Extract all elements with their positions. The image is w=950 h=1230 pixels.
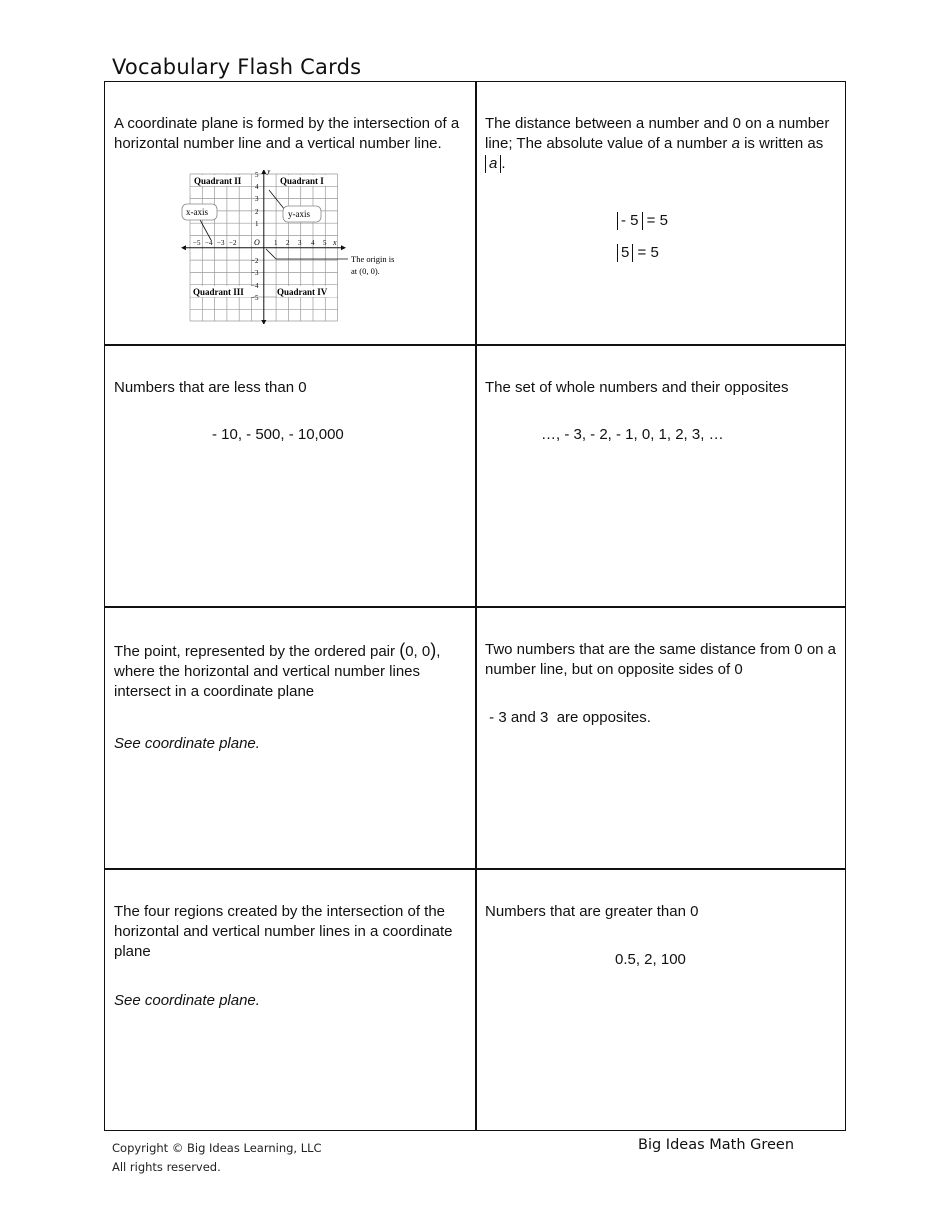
card-origin	[105, 608, 475, 868]
y-tick-label: 5	[255, 171, 259, 179]
y-tick-label: −2	[251, 257, 259, 265]
rights-line: All rights reserved.	[112, 1160, 221, 1174]
card-positive-numbers	[477, 870, 845, 1130]
quadrant-ii-label: Quadrant II	[194, 176, 242, 186]
x-tick-label: −5	[193, 239, 201, 247]
card-absolute-value	[477, 82, 845, 344]
card-definition: Numbers that are greater than 0	[485, 903, 699, 920]
card-definition: A coordinate plane is formed by the intersection of a horizontal number line and a vertical number line.	[114, 115, 460, 152]
card-quadrants	[105, 870, 475, 1130]
x-axis-callout-pointer	[199, 218, 211, 240]
quadrant-i-label: Quadrant I	[280, 176, 324, 186]
y-axis-callout-text: y-axis	[288, 209, 310, 219]
y-axis-arrow-up	[261, 170, 266, 174]
x-tick-label: −3	[217, 239, 225, 247]
origin-callout-pointer	[266, 249, 348, 259]
card-definition: The point, represented by the ordered pair (0, 0), where the horizontal and vertical number lines intersect in a coordinate plane	[114, 640, 441, 700]
card-definition: Two numbers that are the same distance from 0 on a number line, but on opposite sides of 0	[485, 641, 837, 678]
x-tick-label: 2	[286, 239, 290, 247]
x-tick-label: 4	[311, 239, 315, 247]
x-tick-label: 3	[298, 239, 302, 247]
y-axis-arrow-down	[261, 320, 266, 324]
card-example: - 10, - 500, - 10,000	[212, 426, 344, 443]
card-example: 0.5, 2, 100	[615, 951, 686, 968]
card-coordinate-plane	[105, 82, 475, 344]
y-tick-label: −5	[251, 294, 259, 302]
x-tick-label: 1	[274, 239, 278, 247]
card-definition: Numbers that are less than 0	[114, 379, 307, 396]
flash-card-grid	[104, 81, 846, 1131]
origin-note-line1: The origin is	[351, 254, 395, 264]
card-example: - 3 and 3 are opposites.	[485, 709, 651, 726]
card-definition: The set of whole numbers and their opposites	[485, 379, 789, 396]
y-tick-label: 1	[255, 220, 259, 228]
card-example: …, - 3, - 2, - 1, 0, 1, 2, 3, …	[541, 426, 724, 443]
footer-copyright	[112, 1139, 322, 1177]
card-example: 5 = 5	[617, 244, 659, 262]
origin-note-line2: at (0, 0).	[351, 266, 380, 276]
copyright-line: Copyright © Big Ideas Learning, LLC	[112, 1141, 322, 1155]
card-negative-numbers	[105, 346, 475, 606]
card-opposites	[477, 608, 845, 868]
x-axis-callout-text: x-axis	[186, 207, 208, 217]
y-letter: y	[267, 170, 271, 175]
x-letter: x	[333, 238, 337, 247]
x-tick-label: −4	[205, 239, 213, 247]
x-axis-arrow-left	[181, 245, 186, 250]
card-definition: The four regions created by the intersection of the horizontal and vertical number lines in a coordinate plane	[114, 903, 453, 960]
y-tick-label: 2	[255, 208, 259, 216]
card-integers	[477, 346, 845, 606]
card-example: - 5 = 5	[617, 212, 668, 230]
axes	[186, 170, 341, 324]
card-see-also: See coordinate plane.	[114, 735, 260, 752]
card-see-also: See coordinate plane.	[114, 992, 260, 1009]
footer-book-title: Big Ideas Math Green	[638, 1137, 795, 1153]
coordinate-plane-figure	[181, 170, 411, 324]
origin-letter: O	[254, 238, 260, 247]
x-axis-arrow-right	[341, 245, 346, 250]
y-tick-label: 4	[255, 183, 259, 191]
y-tick-label: −4	[251, 282, 259, 290]
y-tick-label: −3	[251, 269, 259, 277]
x-tick-label: 5	[323, 239, 327, 247]
quadrant-iv-label: Quadrant IV	[277, 287, 328, 297]
quadrant-iii-label: Quadrant III	[193, 287, 244, 297]
y-axis-callout-pointer	[269, 190, 285, 210]
x-tick-label: −2	[229, 239, 237, 247]
y-tick-label: 3	[255, 195, 259, 203]
card-definition: The distance between a number and 0 on a number line; The absolute value of a number a is written as a .	[485, 115, 830, 172]
page-title: Vocabulary Flash Cards	[112, 55, 362, 79]
